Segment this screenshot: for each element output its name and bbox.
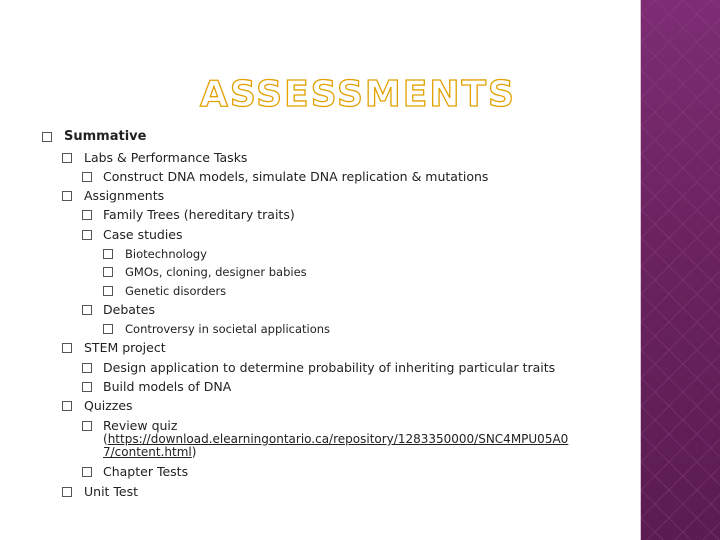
- list-item: Construct DNA models, simulate DNA replication & mutations: [103, 169, 489, 184]
- slide-title: ASSESSMENTS: [200, 74, 516, 115]
- list-item: Build models of DNA: [103, 379, 232, 394]
- bullet-icon: [82, 467, 92, 477]
- bullet-icon: [103, 286, 113, 296]
- list-item: STEM project: [84, 340, 166, 355]
- list-item: Biotechnology: [125, 247, 207, 261]
- bullet-icon: [62, 153, 72, 163]
- diamond-pattern-icon: [641, 0, 720, 540]
- bullet-icon: [62, 191, 72, 201]
- list-item: Genetic disorders: [125, 284, 227, 298]
- bullet-icon: [103, 249, 113, 259]
- bullet-icon: [82, 382, 92, 392]
- list-item: Chapter Tests: [103, 464, 189, 479]
- bullet-icon: [82, 172, 92, 182]
- list-item: Review quiz: [103, 418, 178, 433]
- list-item: Case studies: [103, 227, 183, 242]
- review-quiz-link-continued[interactable]: 7/content.html: [103, 445, 192, 459]
- bullet-icon: [82, 421, 92, 431]
- bullet-icon: [103, 324, 113, 334]
- list-item: Debates: [103, 302, 156, 317]
- bullet-icon: [103, 267, 113, 277]
- bullet-icon: [62, 343, 72, 353]
- review-quiz-link-line2: [103, 446, 196, 459]
- list-item: Quizzes: [84, 398, 133, 413]
- list-item: Unit Test: [84, 484, 139, 499]
- bullet-icon: [42, 132, 52, 142]
- list-item: Family Trees (hereditary traits): [103, 207, 295, 222]
- list-item: Assignments: [84, 188, 165, 203]
- decorative-sidebar: [641, 0, 720, 540]
- bullet-icon: [82, 230, 92, 240]
- review-quiz-link[interactable]: https://download.elearningontario.ca/repository/1283350000/SNC4MPU05A0: [107, 432, 569, 446]
- list-item: GMOs, cloning, designer babies: [125, 265, 307, 279]
- bullet-icon: [62, 401, 72, 411]
- list-item-summative: Summative: [64, 129, 147, 144]
- list-item: Controversy in societal applications: [125, 322, 331, 336]
- link-open-paren: (: [103, 432, 108, 446]
- link-close-paren: ): [191, 445, 197, 459]
- list-item: Labs & Performance Tasks: [84, 150, 248, 165]
- bullet-icon: [82, 305, 92, 315]
- bullet-icon: [82, 363, 92, 373]
- bullet-icon: [82, 210, 92, 220]
- bullet-icon: [62, 487, 72, 497]
- list-item: Design application to determine probability of inheriting particular traits: [103, 360, 556, 375]
